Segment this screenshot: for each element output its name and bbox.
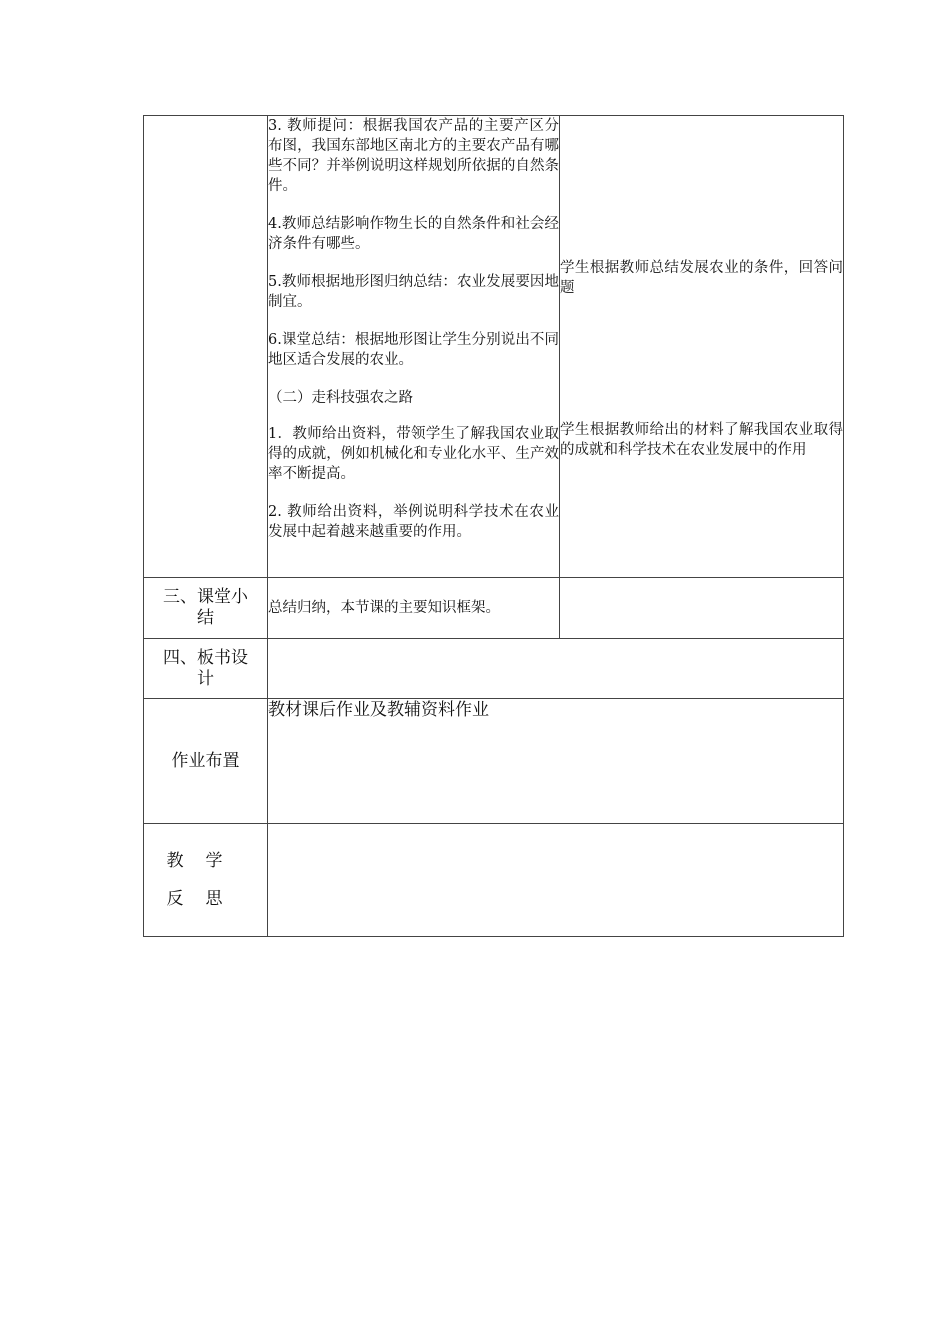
student-activity-1: 学生根据教师总结发展农业的条件，回答问题 xyxy=(560,260,843,296)
board-row xyxy=(144,639,844,699)
step-b1: 1．教师给出资料，带领学生了解我国农业取得的成就，例如机械化和专业化水平、生产效率不断提高。 xyxy=(268,426,559,482)
board-label: 四、板书设计 xyxy=(144,639,268,699)
reflection-content-cell xyxy=(268,824,844,937)
reflection-label-line2: 反思 xyxy=(166,889,245,909)
section-heading: （二）走科技强农之路 xyxy=(268,390,413,406)
summary-label: 三、课堂小结 xyxy=(144,578,268,639)
step-4: 4.教师总结影响作物生长的自然条件和社会经济条件有哪些。 xyxy=(268,216,559,252)
summary-content: 总结归纳，本节课的主要知识框架。 xyxy=(268,578,560,639)
step-6: 6.课堂总结：根据地形图让学生分别说出不同地区适合发展的农业。 xyxy=(268,332,559,368)
lesson-plan-table xyxy=(143,115,844,937)
homework-content: 教材课后作业及教辅资料作业 xyxy=(268,699,844,824)
teacher-activity-cell xyxy=(268,116,560,578)
summary-empty-cell xyxy=(560,578,844,639)
process-label-cell xyxy=(144,116,268,578)
step-3: 3. 教师提问：根据我国农产品的主要产区分布图，我国东部地区南北方的主要农产品有哪些不同？并举例说明这样规划所依据的自然条件。 xyxy=(268,118,559,194)
homework-label: 作业布置 xyxy=(144,699,268,824)
step-b2: 2. 教师给出资料，举例说明科学技术在农业发展中起着越来越重要的作用。 xyxy=(268,504,559,540)
homework-row xyxy=(144,699,844,824)
process-row xyxy=(144,116,844,578)
student-activity-2: 学生根据教师给出的材料了解我国农业取得的成就和科学技术在农业发展中的作用 xyxy=(560,422,843,458)
board-content-cell xyxy=(268,639,844,699)
reflection-label-line1: 教学 xyxy=(166,851,245,871)
step-5: 5.教师根据地形图归纳总结：农业发展要因地制宜。 xyxy=(268,274,559,310)
reflection-label xyxy=(144,824,268,937)
summary-row xyxy=(144,578,844,639)
reflection-row xyxy=(144,824,844,937)
student-activity-cell xyxy=(560,116,844,578)
